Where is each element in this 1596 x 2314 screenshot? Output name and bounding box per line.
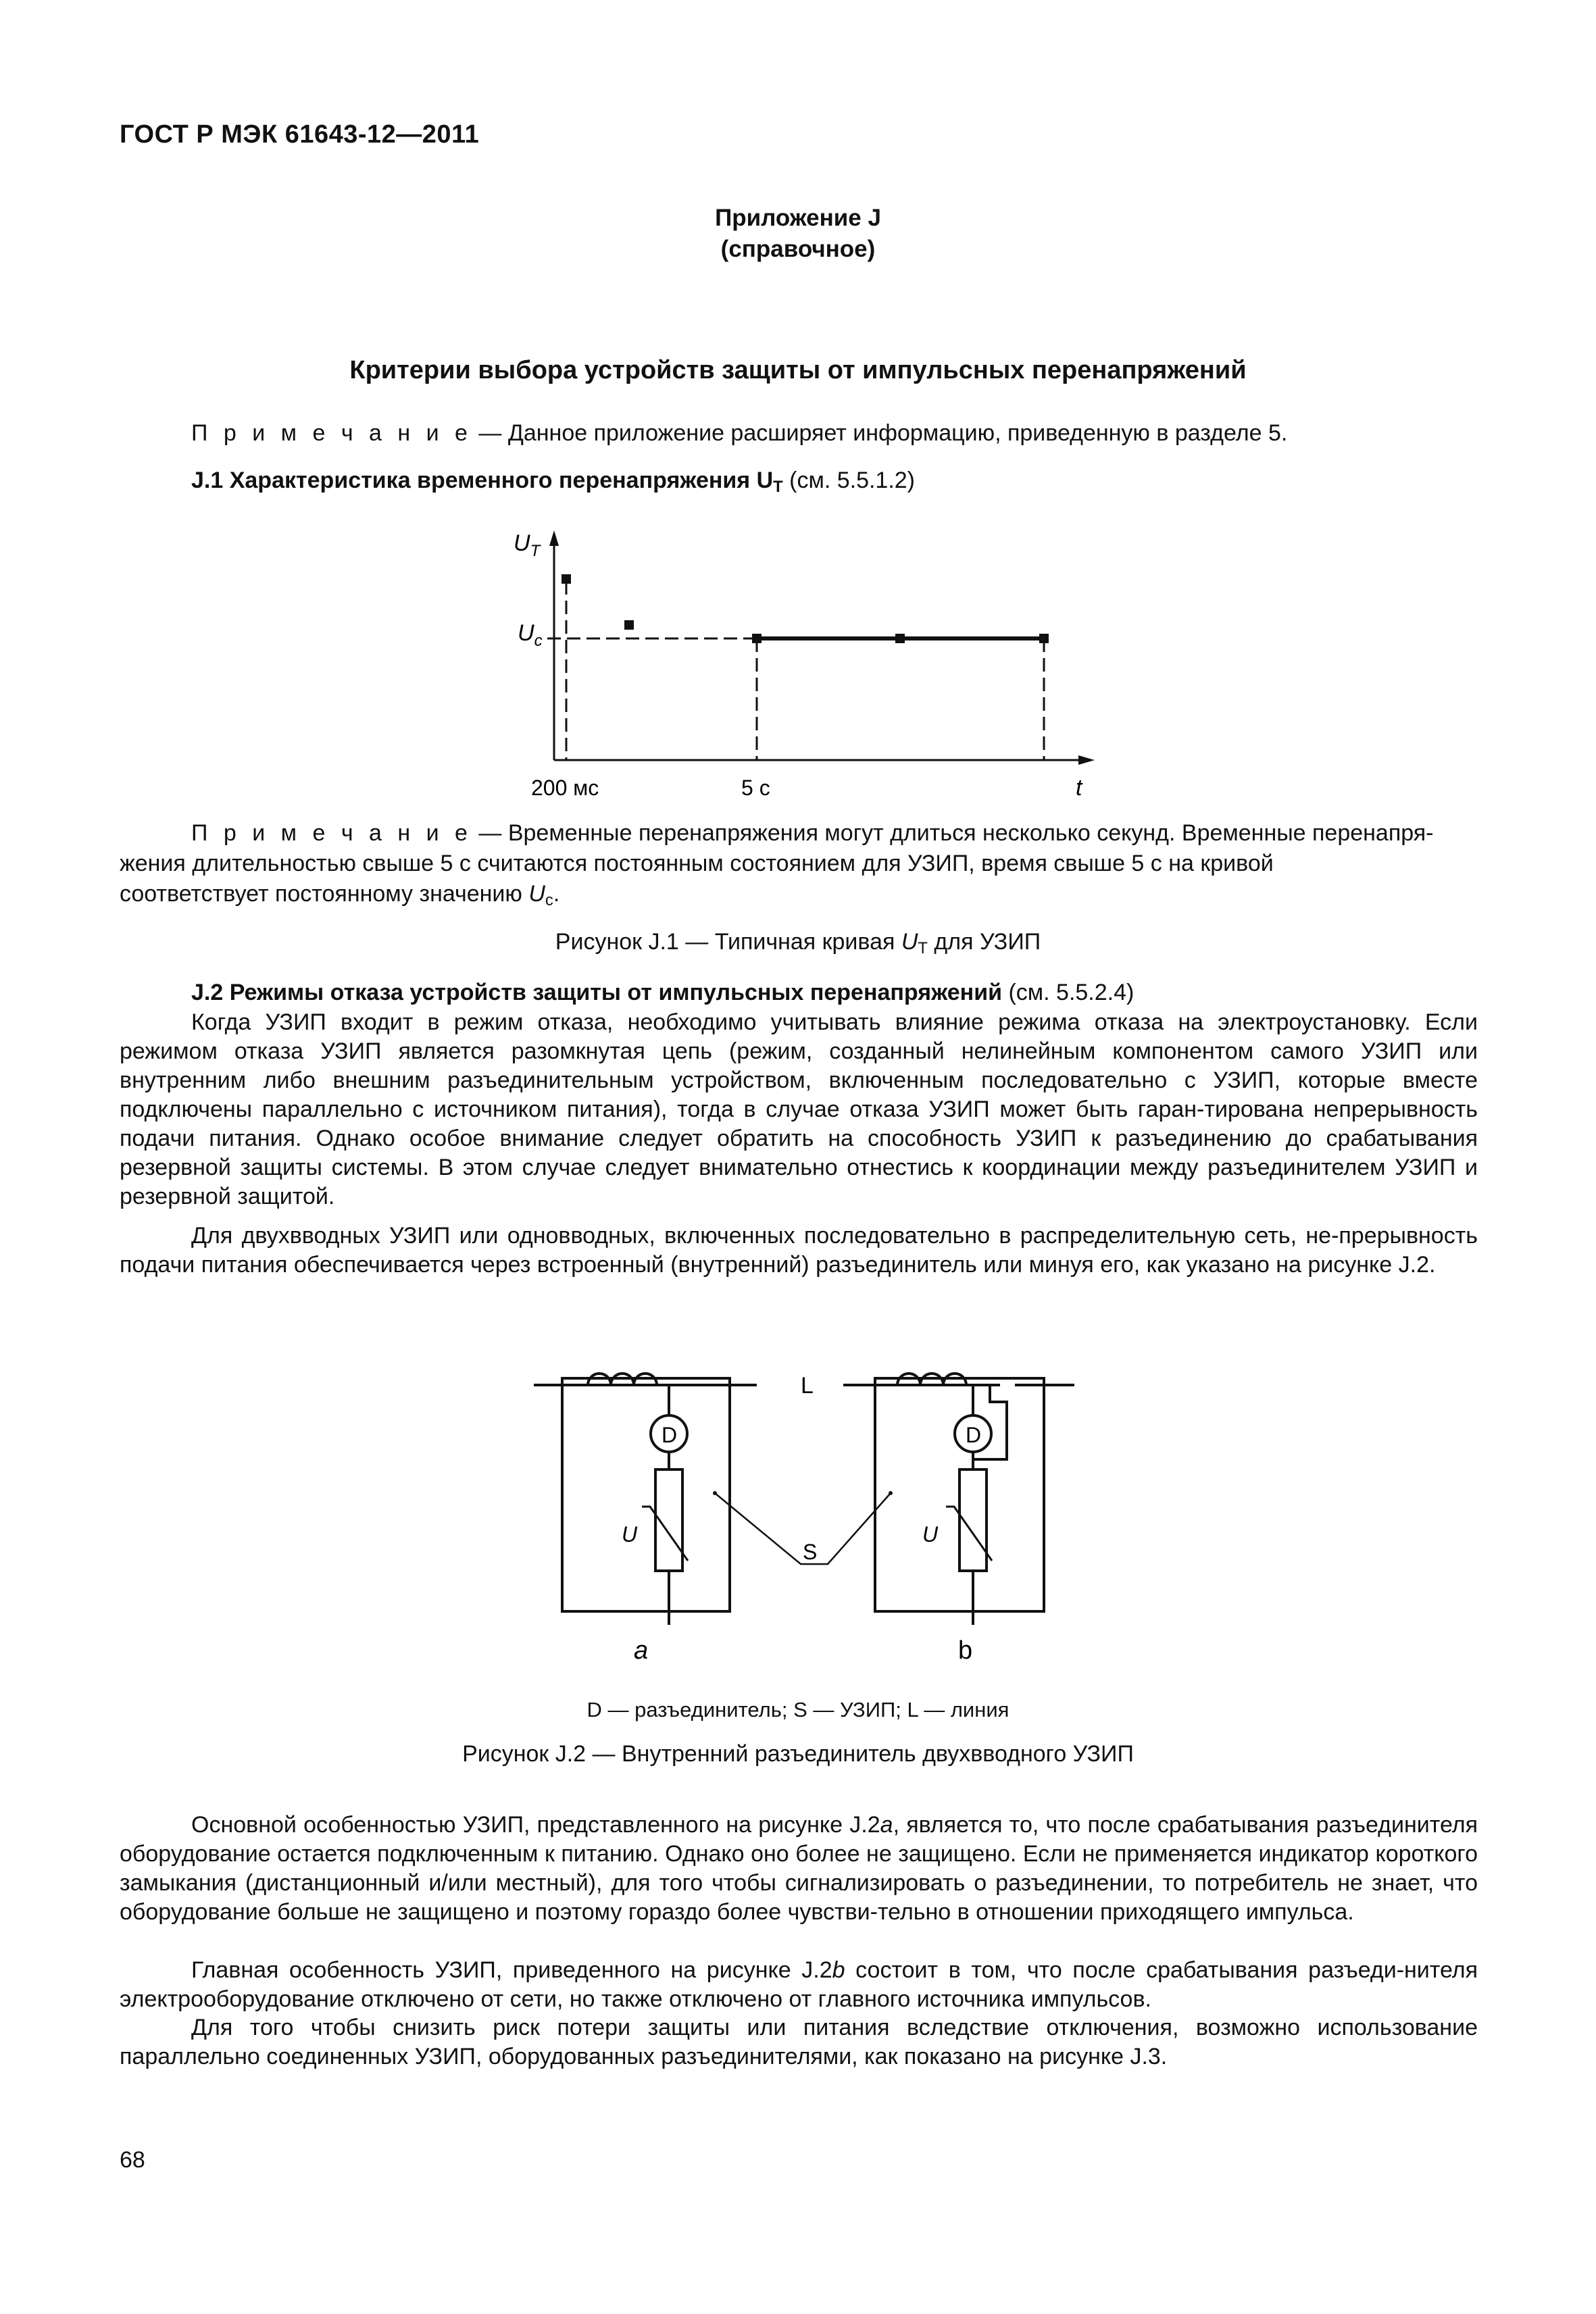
svg-text:D: D [662, 1423, 678, 1447]
point-mid [895, 634, 905, 643]
point-5s [752, 634, 762, 643]
j1-heading-sub: T [773, 478, 783, 496]
annex-title: Приложение J [715, 205, 881, 231]
uc-label: $U_c$ [518, 620, 543, 650]
device-b-label: b [958, 1636, 973, 1665]
note-1 [191, 419, 1287, 448]
j2-paragraph-1: Когда УЗИП входит в режим отказа, необходимо учитывать влияние режима отказа на электроустановку. Если режимом отказа УЗИП является разомкнутая цепь (режим, созданный нелинейным компонентом самого УЗИП или внутренним либо внешним разъединительным устройством, включенным последовательно с УЗИП, которые вместе подключены параллельно с источником питания), тогда в случае отказа УЗИП может быть гаран-тирована непрерывность подачи питания. Однако особое внимание следует обратить на способность УЗИП к разъединению до срабатывания резервной защиты системы. В этом случае следует внимательно отнестись к координации между разъединителем УЗИП и резервной защитой. [120, 1009, 1478, 1209]
note-2-line-2: жения длительностью свыше 5 с считаются постоянным состоянием для УЗИП, время свыше 5 с на кривой [120, 851, 1274, 876]
j2-heading-text: J.2 Режимы отказа устройств защиты от импульсных перенапряжений [191, 980, 1002, 1005]
paragraph-4: Главная особенность УЗИП, приведенного на рисунке J.2b состоит в том, что после срабатывания разъеди-нителя электрооборудование отключено от сети, но также отключено от главного источника импульсов. [120, 1957, 1478, 2012]
point-200ms [562, 574, 571, 584]
j2-paragraph-2: Для двухвводных УЗИП или одновводных, включенных последовательно в распределительную сеть, не-прерывность подачи питания обеспечивается через встроенный (внутренний) разъединитель или минуя его, как указано на рисунке J.2. [120, 1223, 1478, 1278]
y-axis-arrow [549, 530, 559, 546]
j1-heading-text: J.1 Характеристика временного перенапряжения U [191, 468, 774, 493]
x-axis-arrow [1078, 755, 1095, 765]
spd-label: S [803, 1540, 818, 1564]
note-2-line-1: П р и м е ч а н и е — Временные перенапряжения могут длиться несколько секунд. Временные перенапря- [191, 820, 1434, 846]
j2-heading [191, 978, 1134, 1007]
x-axis-label: t [1076, 775, 1082, 801]
section-title: Критерии выбора устройств защиты от импульсных перенапряжений [349, 356, 1247, 384]
device-a-label: a [634, 1636, 649, 1665]
j1-heading-ref: (см. 5.5.1.2) [782, 468, 916, 493]
page-number: 68 [120, 2147, 145, 2173]
note-2-label: П р и м е ч а н и е [191, 820, 472, 846]
paragraph-3: Основной особенностью УЗИП, представленного на рисунке J.2a, является то, что после срабатывания разъединителя оборудование остается подключенным к питанию. Однако оно более не защищено. Если не применяется индикатор короткого замыкания (дистанционный и/или местный), для того чтобы сигнализировать о разъединении, то потребитель не знает, что оборудование больше не защищено и поэтому гораздо более чувстви-тельно в отношении приходящего импульса. [120, 1812, 1478, 1925]
note-1-label: П р и м е ч а н и е [191, 420, 472, 446]
device-a-enclosure [562, 1378, 730, 1611]
device-b-varistor-label: U [922, 1522, 939, 1546]
y-axis-label: $U_T$ [514, 530, 541, 560]
figure-j2-diagram [527, 1358, 1101, 1676]
note-1-text: — Данное приложение расширяет информацию, приведенную в разделе 5. [472, 420, 1288, 446]
j2-heading-ref: (см. 5.5.2.4) [1002, 980, 1134, 1005]
svg-text:D: D [966, 1423, 982, 1447]
annex-subtitle: (справочное) [720, 236, 876, 262]
device-a-varistor-label: U [622, 1522, 638, 1546]
figure-j2-caption: Рисунок J.2 — Внутренний разъединитель двухвводного УЗИП [462, 1741, 1134, 1767]
paragraph-5: Для того чтобы снизить риск потери защиты или питания вследствие отключения, возможно использование параллельно соединенных УЗИП, оборудованных разъединителями, как показано на рисунке J.3. [120, 2015, 1478, 2069]
point-end [1039, 634, 1049, 643]
figure-j2-legend: D — разъединитель; S — УЗИП; L — линия [587, 1698, 1009, 1721]
point-1s [624, 620, 634, 630]
x-tick-200ms: 200 мс [531, 776, 599, 800]
figure-j1-chart [500, 527, 1108, 811]
j1-heading [191, 466, 915, 495]
note-2-line-3: соответствует постоянному значению $U_c$. [120, 881, 560, 909]
annex-title-block [0, 203, 1596, 265]
line-label: L [801, 1373, 814, 1399]
figure-j1-caption: Рисунок J.1 — Типичная кривая $U_T$ для УЗИП [555, 929, 1041, 957]
x-tick-5s: 5 с [741, 776, 770, 800]
standard-header: ГОСТ Р МЭК 61643-12—2011 [120, 120, 480, 149]
